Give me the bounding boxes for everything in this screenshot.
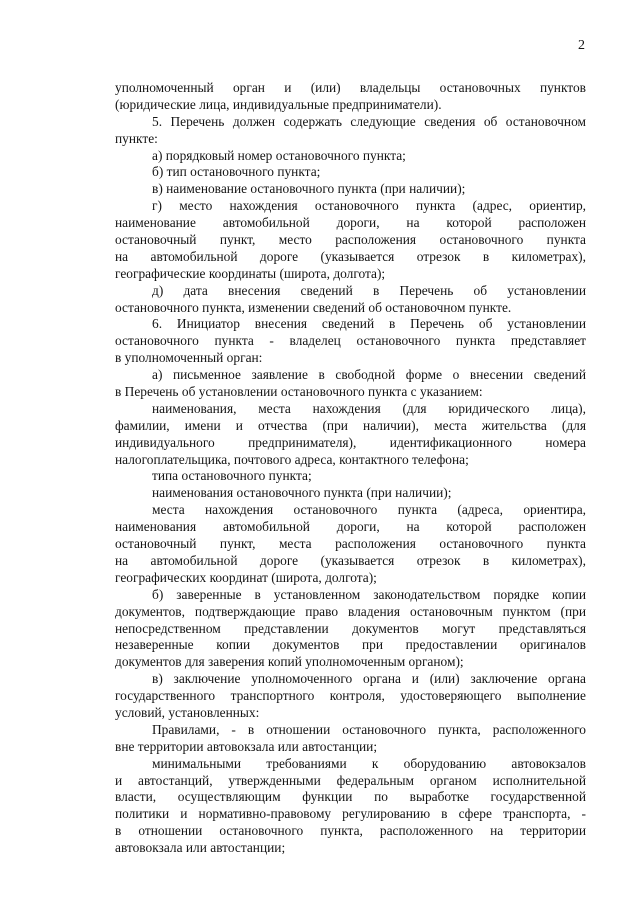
text-line: в отношении остановочного пункта, расположенного на территории bbox=[115, 823, 586, 839]
text-line: б) заверенные в установленном законодательством порядке копии bbox=[152, 586, 586, 602]
text-line: пункте: bbox=[115, 130, 158, 146]
text-line: государственного транспортного контроля, удостоверяющего выполнение bbox=[115, 688, 586, 704]
text-line: 5. Перечень должен содержать следующие сведения об остановочном bbox=[152, 113, 586, 129]
text-line: на автомобильной дороге (указывается отрезок в километрах), bbox=[115, 552, 586, 568]
text-line: автовокзала или автостанции; bbox=[115, 840, 286, 856]
text-line: д) дата внесения сведений в Перечень об установлении bbox=[152, 282, 586, 298]
text-line: наименование автомобильной дороги, на которой расположен bbox=[115, 215, 586, 231]
text-line: минимальными требованиями к оборудованию автовокзалов bbox=[152, 755, 586, 771]
text-line: непосредственном представлении документов могут представляться bbox=[115, 620, 586, 636]
text-line: остановочного пункта - владелец остановочного пункта представляет bbox=[115, 333, 586, 349]
text-line: в уполномоченный орган: bbox=[115, 350, 263, 366]
text-line: (юридические лица, индивидуальные предприниматели). bbox=[115, 96, 442, 112]
text-line: уполномоченный орган и (или) владельцы остановочных пунктов bbox=[115, 80, 586, 95]
text-line: индивидуального предпринимателя), идентификационного номера bbox=[115, 434, 586, 450]
text-line: места нахождения остановочного пункта (адреса, ориентира, bbox=[152, 502, 586, 518]
text-line: 6. Инициатор внесения сведений в Перечень об установлении bbox=[152, 316, 586, 332]
text-line: Правилами, - в отношении остановочного пункта, расположенного bbox=[152, 721, 586, 737]
text-line: фамилии, имени и отчества (при наличии), места жительства (для bbox=[115, 417, 586, 433]
text-line: географических координат (широта, долгота); bbox=[115, 569, 377, 585]
text-line: вне территории автовокзала или автостанции; bbox=[115, 738, 378, 754]
page-number: 2 bbox=[578, 38, 585, 53]
text-line: в Перечень об установлении остановочного пункта с указанием: bbox=[115, 384, 483, 400]
text-line: остановочный пункт, место расположения остановочного пункта bbox=[115, 232, 586, 248]
text-line: документов для заверения копий уполномоченным органом); bbox=[115, 654, 464, 670]
text-line: в) заключение уполномоченного органа и (или) заключение органа bbox=[152, 671, 586, 687]
text-line: условий, установленных: bbox=[115, 704, 260, 720]
text-line: а) письменное заявление в свободной форме о внесении сведений bbox=[152, 367, 586, 383]
document-body bbox=[115, 80, 586, 857]
text-line: политики и нормативно-правовому регулированию в сфере транспорта, - bbox=[115, 806, 586, 822]
text-line: власти, осуществляющим функции по выработке государственной bbox=[115, 789, 586, 805]
text-line: налогоплательщика, почтового адреса, контактного телефона; bbox=[115, 451, 469, 467]
text-line: а) порядковый номер остановочного пункта; bbox=[152, 147, 406, 163]
text-line: б) тип остановочного пункта; bbox=[152, 164, 321, 180]
text-line: наименования, места нахождения (для юридического лица), bbox=[152, 400, 586, 416]
text-line: географические координаты (широта, долгота); bbox=[115, 265, 386, 281]
text-line: незаверенные копии документов при предоставлении оригиналов bbox=[115, 637, 586, 653]
text-line: наименования автомобильной дороги, на которой расположен bbox=[115, 519, 586, 535]
text-line: наименования остановочного пункта (при наличии); bbox=[152, 485, 452, 501]
text-line: типа остановочного пункта; bbox=[152, 468, 312, 484]
text-line: документов, подтверждающие право владения остановочным пунктом (при bbox=[115, 603, 586, 619]
text-line: в) наименование остановочного пункта (при наличии); bbox=[152, 181, 466, 197]
text-line: остановочный пункт, места расположения остановочного пункта bbox=[115, 536, 586, 552]
text-line: г) место нахождения остановочного пункта (адрес, ориентир, bbox=[152, 198, 586, 214]
text-line: и автостанций, утвержденными федеральным органом исполнительной bbox=[115, 772, 586, 788]
text-line: остановочного пункта, изменении сведений об остановочном пункте. bbox=[115, 299, 512, 315]
text-line: на автомобильной дороге (указывается отрезок в километрах), bbox=[115, 248, 586, 264]
